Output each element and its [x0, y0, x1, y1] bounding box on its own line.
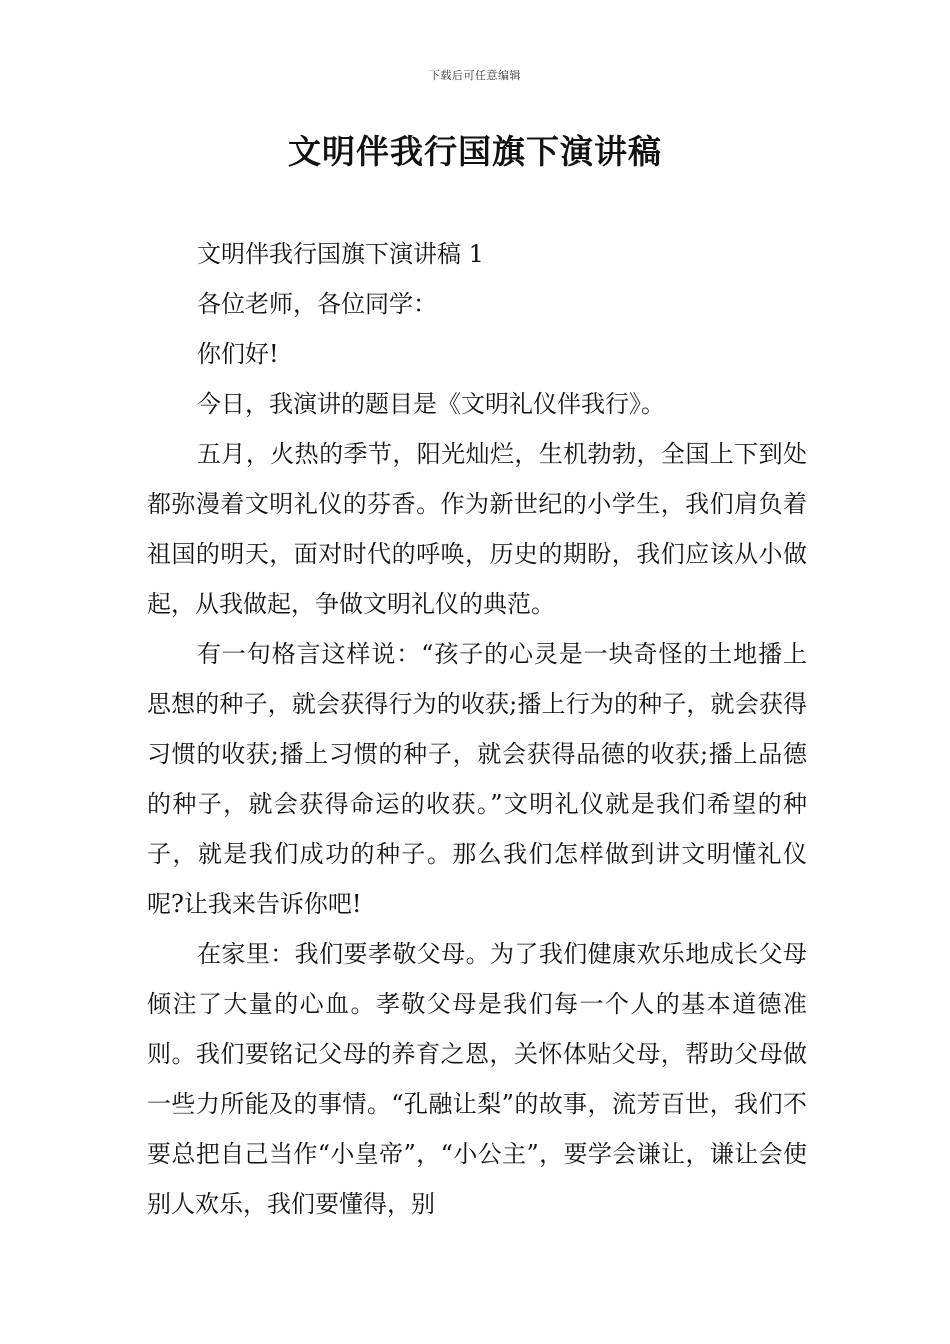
- paragraph-salutation: 各位老师，各位同学：: [197, 290, 437, 318]
- paragraph-body: 五月，火热的季节，阳光灿烂，生机勃勃，全国上下到处都弥漫着文明礼仪的芬香。作为新世纪的小学生，我们肩负着祖国的明天，面对时代的呼唤，历史的期盼，我们应该从小做起，从我做起，争做文明礼仪的典范。: [147, 440, 807, 618]
- paragraph-subtitle: 文明伴我行国旗下演讲稿 1: [197, 240, 484, 268]
- paragraph-body: 在家里：我们要孝敬父母。为了我们健康欢乐地成长父母倾注了大量的心血。孝敬父母是我们每一个人的基本道德准则。我们要铭记父母的养育之恩，关怀体贴父母，帮助父母做一些力所能及的事情。“孔融让梨”的故事，流芳百世，我们不要总把自己当作“小皇帝”，“小公主”，要学会谦让，谦让会使别人欢乐，我们要懂得，别: [147, 940, 807, 1218]
- document-body: [147, 229, 807, 1229]
- paragraph-body: 有一句格言这样说：“孩子的心灵是一块奇怪的土地播上思想的种子，就会获得行为的收获;播上行为的种子，就会获得习惯的收获;播上习惯的种子，就会获得品德的收获;播上品德的种子，就会获得命运的收获。”文明礼仪就是我们希望的种子，就是我们成功的种子。那么我们怎样做到讲文明懂礼仪呢?让我来告诉你吧!: [147, 640, 807, 918]
- paragraph-greeting: 你们好!: [197, 340, 279, 368]
- paragraph-topic: 今日，我演讲的题目是《文明礼仪伴我行》。: [197, 390, 665, 418]
- document-title: 文明伴我行国旗下演讲稿: [288, 132, 662, 171]
- header-note: 下载后可任意编辑: [429, 69, 521, 82]
